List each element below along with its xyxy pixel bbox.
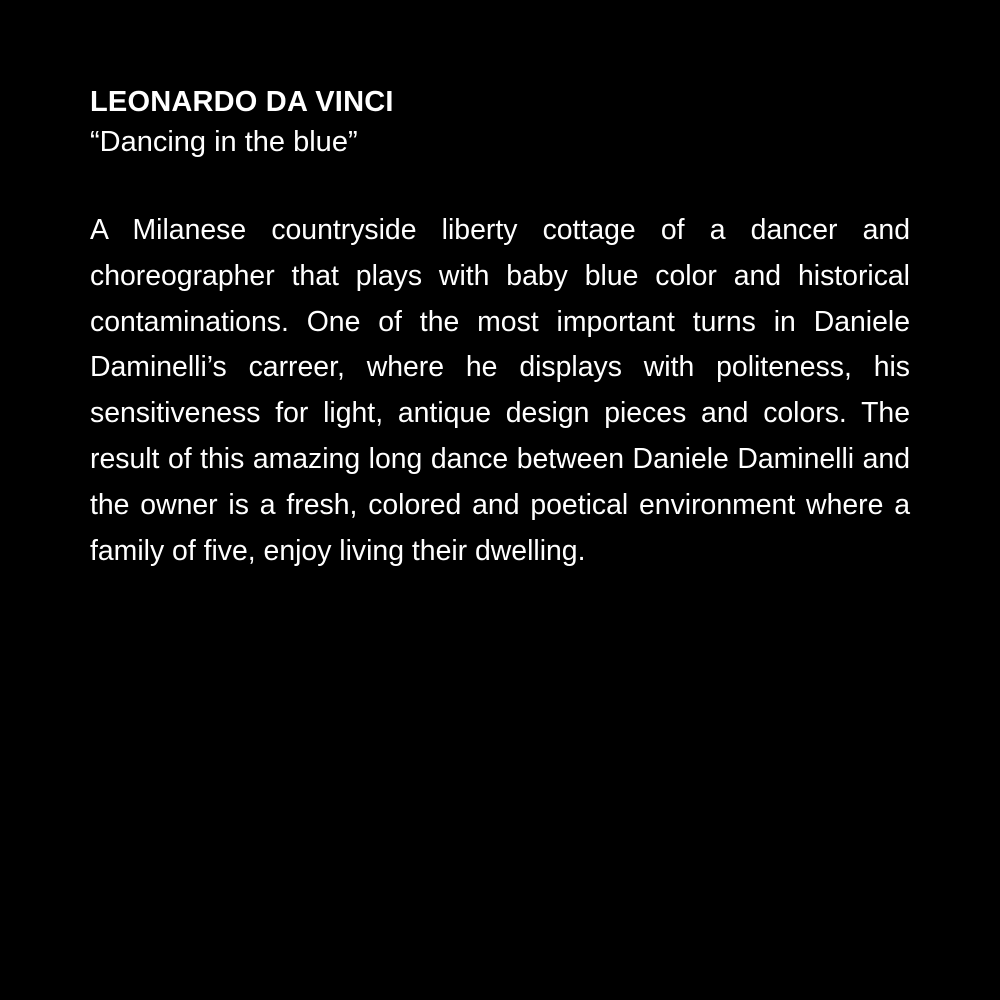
project-subtitle: “Dancing in the blue” xyxy=(90,126,358,158)
project-title: LEONARDO DA VINCI xyxy=(90,86,394,118)
project-text-block xyxy=(90,82,910,574)
project-description: A Milanese countryside liberty cottage of a dancer and choreographer that plays with baby blue color and historical contaminations. One of the most important turns in Daniele Daminelli’s carreer, where he displays with politeness, his sensitiveness for light, antique design pieces and colors. The result of this amazing long dance between Daniele Daminelli and the owner is a fresh, colored and poetical environment where a family of five, enjoy living their dwelling. xyxy=(90,214,910,567)
